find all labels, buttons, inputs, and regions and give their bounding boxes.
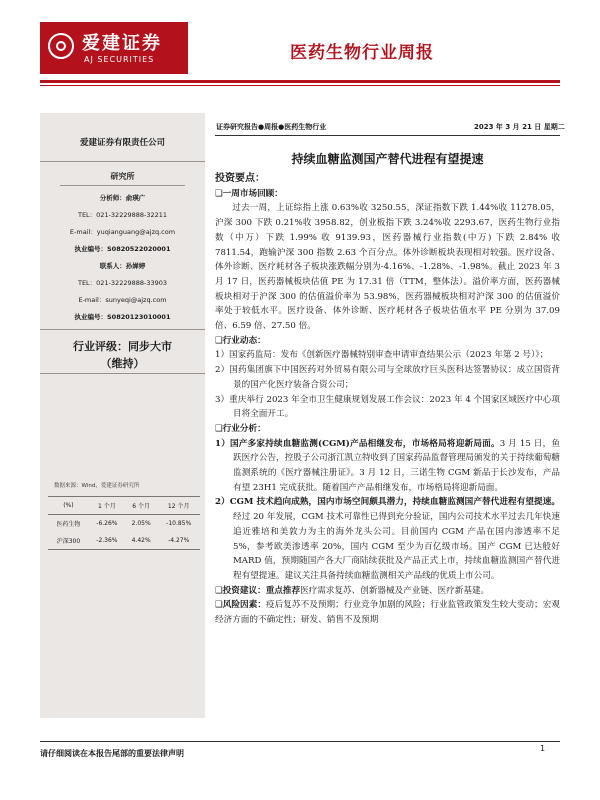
invest-advice	[215, 584, 560, 599]
contact-email[interactable]: E-mail：sunyeqi@ajzq.com	[78, 296, 167, 304]
contact-cert: 执业编号：S0820123010001	[74, 313, 171, 321]
header-divider	[40, 80, 560, 83]
table-cell: -6.26%	[96, 520, 118, 527]
risk-factors	[215, 598, 560, 627]
advice-label: ❑投资建议：	[215, 585, 266, 596]
logo-mark-icon	[48, 33, 74, 59]
advice-lead: 重点推荐	[265, 585, 301, 596]
analysis-item-1	[215, 437, 560, 496]
report-title: 持续血糖监测国产替代进程有望提速	[291, 152, 484, 166]
footer-divider	[40, 741, 560, 742]
analyst-line	[40, 193, 205, 202]
logo-cn-text: 爱建证券	[82, 33, 162, 54]
performance-table	[48, 496, 200, 550]
invest-heading: 投资要点：	[215, 173, 265, 184]
list-item: 3）重庆举行 2023 年全市卫生健康规划发展工作会议：2023 年 4 个国家区域医疗中心项目将全面开工。	[215, 394, 560, 420]
table-header: 6 个月	[125, 497, 157, 515]
chart-source: 数据来源：Wind，爱建证券研究所	[54, 483, 140, 489]
sidebar-divider	[40, 373, 205, 374]
table-header-row	[48, 497, 200, 515]
sidebar	[40, 113, 205, 718]
report-meta-category: 证券研究报告●周报●医药生物行业	[216, 123, 327, 131]
analyst-tel: TEL：021-32229888-32211	[77, 211, 168, 219]
contact-name: 孙婵婷	[125, 262, 146, 270]
table-header: (%)	[48, 497, 89, 515]
sidebar-divider	[60, 185, 185, 186]
rating-line2: （维持）	[100, 357, 145, 370]
risk-text: 疫后复苏不及预期；行业竞争加剧的风险；行业监管政策发生较大变动；宏观经济方面的不确定性；研发、销售不及预期	[215, 600, 560, 626]
analysis-item-2	[215, 495, 560, 583]
table-row	[48, 515, 200, 533]
analysis-2-text: 经过 20 年发展，CGM 技术可靠性已得到充分验证，国内公司技术水平过去几年快速追近雅培和美敦力为主的海外龙头公司。目前国内 CGM 产品在国内渗透率不足 5%，参考欧美渗透率 20%，国内 CGM 至少为百亿级市场。国产 CGM 已达般好 MARD 值，预期随国产各大厂商陆续获批及产品正式上市，持续血糖监测国产替代进程有望提速。建议关注具备持续血糖监测相关产品线的优质上市公司。	[233, 512, 560, 581]
table-cell: -2.36%	[89, 532, 125, 550]
contact-line	[40, 261, 205, 270]
contact-label: 联系人：	[99, 262, 126, 270]
table-row	[48, 532, 200, 550]
analysis-heading: ❑行业分析：	[215, 423, 266, 434]
news-heading: ❑行业动态：	[215, 335, 266, 346]
dept-name: 研究所	[110, 172, 135, 181]
legal-notice: 请仔细阅读在本报告尾部的重要法律声明	[40, 749, 184, 758]
header-divider-thin	[40, 85, 560, 86]
analyst-email[interactable]: E-mail：yuqianguang@ajzq.com	[69, 228, 176, 236]
document-title: 医药生物行业周报	[290, 43, 434, 63]
market-heading: ❑一周市场回顾：	[215, 188, 283, 199]
table-header: 1 个月	[89, 497, 125, 515]
analyst-name: 俞瑛广	[125, 194, 146, 202]
brand-logo	[40, 22, 188, 74]
page-number: 1	[540, 744, 546, 753]
analyst-label: 分析师：	[99, 194, 126, 202]
table-cell: 4.42%	[125, 532, 157, 550]
table-cell: 医药生物	[56, 521, 81, 528]
risk-label: ❑风险因素：	[215, 600, 266, 611]
list-item: 2）国药集团旗下中国医药对外贸易有限公司与全球放疗巨头医科达签署协议：成立国资背景的国产化医疗装备合资公司；	[215, 365, 560, 390]
contact-tel: TEL：021-32229888-33903	[77, 279, 168, 287]
analysis-2-lead: 2）CGM 技术趋向成熟，国内市场空间颇具潜力，持续血糖监测国产替代进程有望提速。	[215, 497, 560, 508]
main-body	[215, 172, 560, 628]
analyst-cert: 执业编号：S0820522020001	[74, 245, 171, 253]
table-cell: 沪深300	[48, 532, 89, 550]
performance-chart	[54, 375, 191, 475]
meta-divider	[215, 135, 560, 136]
table-cell: -10.85%	[166, 520, 192, 527]
table-cell: 2.05%	[131, 520, 151, 527]
rating-line1: 行业评级：同步大市	[73, 340, 172, 353]
industry-rating	[40, 338, 205, 372]
logo-en-text: AJ SECURITIES	[84, 55, 155, 64]
list-item: 1）国家药监局：发布《创新医疗器械特别审查申请审查结果公示（2023 年第 2 号）》；	[215, 350, 549, 361]
analysis-1-lead: 1）国产多家持续血糖监测(CGM)产品相继发布，市场格局将迎新局面。	[215, 438, 500, 449]
company-name: 爱建证券有限责任公司	[79, 138, 165, 148]
sidebar-divider	[40, 329, 205, 330]
analysis-1-text: 3 月 15 日，鱼跃医疗公告，控股子公司浙江凯立特收到了国家药品监督管理局颁发的关于持续葡萄糖监测系统的《医疗器械注册证》。3 月 12 日，三诺生物 CGM 新品于长沙发布，产品有望 23H1 完成获批。随着国产产品相继发布，市场格局将迎新局面。	[233, 438, 560, 493]
advice-text: 医疗需求复苏、创新器械及产业链、医疗新基建。	[300, 585, 490, 596]
sidebar-divider	[40, 161, 205, 162]
table-header: 12 个月	[157, 497, 200, 515]
report-meta-date: 2023 年 3 月 21 日 星期二	[474, 123, 565, 131]
market-paragraph: 过去一周，上证综指上涨 0.63%收 3250.55，深证指数下跌 1.44%收 11278.05，沪深 300 下跌 0.21%收 3958.82，创业板指下跌 3.24%收 2293.67，医药生物行业指数（中万）下跌 1.99% 收 9139.93，医药器械行业指数(中万) 下跌 2.84% 收 7811.54，跑输沪深 300 指数 2.63 个百分点。体外诊断板块表现相对较强。医疗设备、体外诊断、医疗耗材各子板块涨跌幅分别为-4.16%、-1.28%、-1.98%。截止 2023 年 3 月 17 日，医药器械板块估值 PE 为 17.31 倍（TTM，整体法）。溢价率方面，医药器械板块相对于沪深 300 的估值溢价率为 53.98%，医药器械板块相对沪深 300 的估值溢价率处于较低水平。医疗设备、体外诊断、医疗耗材各子板块估值水平 PE 分别为 37.09 倍、6.59 倍、27.50 倍。	[215, 203, 560, 332]
table-cell: -4.27%	[157, 532, 200, 550]
